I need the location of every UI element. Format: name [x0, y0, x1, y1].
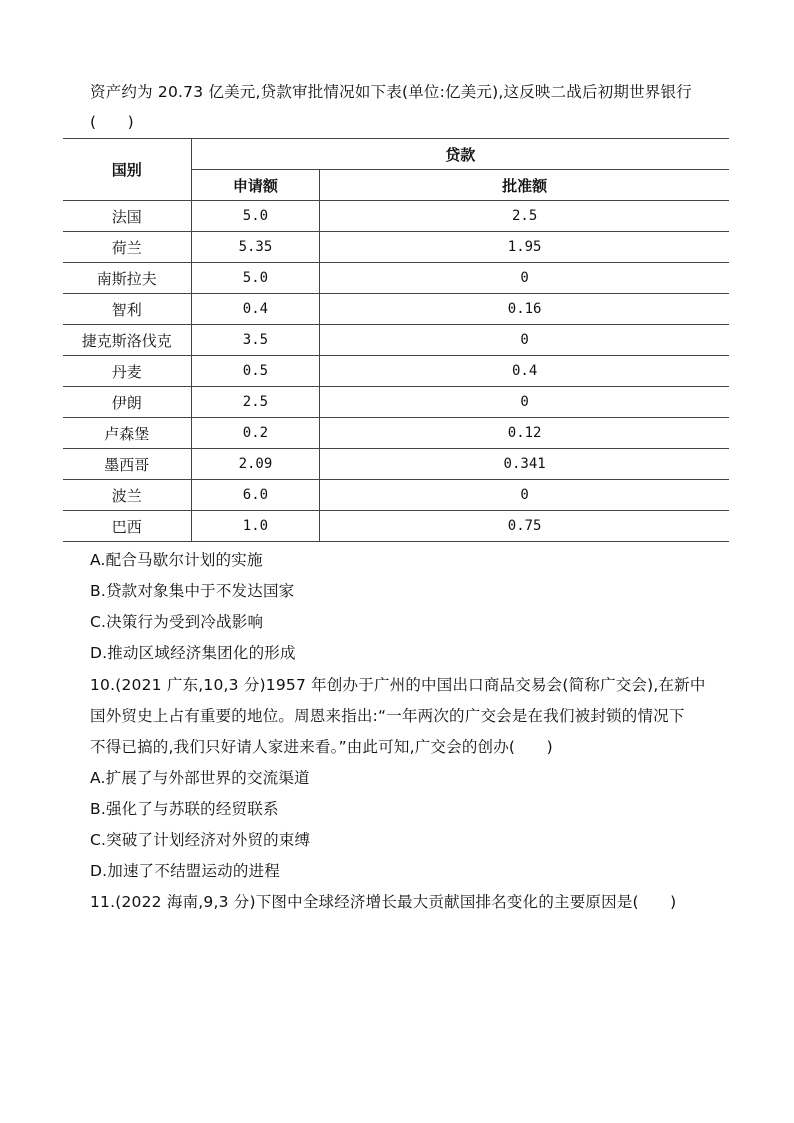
- cell-country: 法国: [63, 201, 191, 232]
- q10-option-c: C.突破了计划经济对外贸的束缚: [90, 831, 311, 849]
- intro-line-1: 资产约为 20.73 亿美元,贷款审批情况如下表(单位:亿美元),这反映二战后初期世界银行: [90, 83, 692, 101]
- cell-approve: 0: [320, 480, 729, 511]
- header-approved-amount: 批准额: [320, 170, 729, 201]
- cell-approve: 2.5: [320, 201, 729, 232]
- header-loan: 贷款: [191, 139, 729, 170]
- cell-approve: 0.75: [320, 511, 729, 542]
- q10-stem-line-3: 不得已搞的,我们只好请人家进来看。”由此可知,广交会的创办( ): [90, 738, 553, 756]
- table-row: [63, 511, 729, 542]
- cell-country: 伊朗: [63, 387, 191, 418]
- cell-apply: 2.5: [191, 387, 320, 418]
- cell-approve: 0.12: [320, 418, 729, 449]
- table-row: [63, 201, 729, 232]
- cell-country: 丹麦: [63, 356, 191, 387]
- table-row: [63, 418, 729, 449]
- table-row: [63, 449, 729, 480]
- q10-option-a: A.扩展了与外部世界的交流渠道: [90, 769, 310, 787]
- cell-country: 卢森堡: [63, 418, 191, 449]
- cell-country: 墨西哥: [63, 449, 191, 480]
- header-country: 国别: [63, 139, 191, 201]
- cell-country: 捷克斯洛伐克: [63, 325, 191, 356]
- cell-country: 智利: [63, 294, 191, 325]
- cell-country: 波兰: [63, 480, 191, 511]
- cell-approve: 0.4: [320, 356, 729, 387]
- cell-apply: 5.0: [191, 263, 320, 294]
- cell-apply: 2.09: [191, 449, 320, 480]
- cell-apply: 1.0: [191, 511, 320, 542]
- q9-option-b: B.贷款对象集中于不发达国家: [90, 582, 295, 600]
- q9-option-c: C.决策行为受到冷战影响: [90, 613, 264, 631]
- table-row: [63, 294, 729, 325]
- q11-stem-line-1: 11.(2022 海南,9,3 分)下图中全球经济增长最大贡献国排名变化的主要原因是( ): [90, 893, 677, 911]
- intro-answer-blank: ( ): [90, 113, 134, 131]
- cell-country: 巴西: [63, 511, 191, 542]
- cell-approve: 1.95: [320, 232, 729, 263]
- table-row: [63, 263, 729, 294]
- q10-option-b: B.强化了与苏联的经贸联系: [90, 800, 279, 818]
- loan-approval-table: [63, 138, 729, 542]
- cell-apply: 3.5: [191, 325, 320, 356]
- table-row: [63, 480, 729, 511]
- cell-approve: 0.16: [320, 294, 729, 325]
- table-row: [63, 356, 729, 387]
- table-row: [63, 387, 729, 418]
- cell-apply: 0.5: [191, 356, 320, 387]
- cell-country: 荷兰: [63, 232, 191, 263]
- cell-apply: 6.0: [191, 480, 320, 511]
- table-row: [63, 325, 729, 356]
- cell-apply: 5.35: [191, 232, 320, 263]
- cell-apply: 5.0: [191, 201, 320, 232]
- cell-country: 南斯拉夫: [63, 263, 191, 294]
- cell-approve: 0.341: [320, 449, 729, 480]
- q10-stem-line-2: 国外贸史上占有重要的地位。周恩来指出:“一年两次的广交会是在我们被封锁的情况下: [90, 707, 685, 725]
- header-apply-amount: 申请额: [191, 170, 320, 201]
- cell-approve: 0: [320, 263, 729, 294]
- cell-apply: 0.4: [191, 294, 320, 325]
- q10-stem-line-1: 10.(2021 广东,10,3 分)1957 年创办于广州的中国出口商品交易会(简称广交会),在新中: [90, 676, 706, 694]
- cell-approve: 0: [320, 387, 729, 418]
- q9-option-a: A.配合马歇尔计划的实施: [90, 551, 263, 569]
- cell-apply: 0.2: [191, 418, 320, 449]
- q9-option-d: D.推动区域经济集团化的形成: [90, 644, 296, 662]
- cell-approve: 0: [320, 325, 729, 356]
- table-row: [63, 232, 729, 263]
- q10-option-d: D.加速了不结盟运动的进程: [90, 862, 280, 880]
